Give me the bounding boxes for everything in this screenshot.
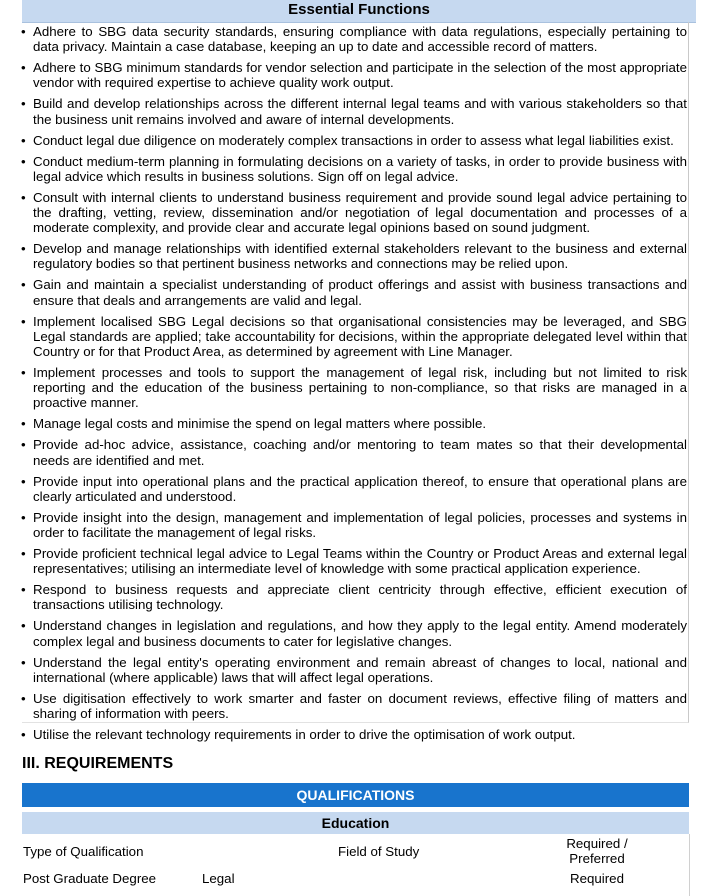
- education-table: [22, 834, 690, 896]
- list-item: • Conduct medium-term planning in formulating decisions on a variety of tasks, in order to provide business with legal advice which results in business solutions. Sign off on legal advice.: [21, 153, 687, 184]
- list-item: • Gain and maintain a specialist understanding of product offerings and assist with business transactions and ensure that deals and arrangements are valid and legal.: [21, 277, 687, 308]
- qualifications-header: QUALIFICATIONS: [22, 783, 689, 807]
- list-item: • Provide ad-hoc advice, assistance, coaching and/or mentoring to team mates so that their developmental needs are identified and met.: [21, 437, 687, 468]
- bullet-icon: •: [21, 277, 26, 293]
- list-item: • Implement localised SBG Legal decisions so that organisational consistencies may be leveraged, and SBG Legal standards are applied; take accountability for decisions, within the appropriate delegated level within that Country or for that Product Area, as determined by agreement with Line Manager.: [21, 313, 687, 360]
- list-item: • Adhere to SBG data security standards, ensuring compliance with data regulations, especially pertaining to data privacy. Maintain a case database, keeping an up to date and accessible record of matters.: [21, 24, 687, 55]
- bullet-icon: •: [21, 727, 26, 743]
- list-item: • Provide input into operational plans and the practical application thereof, to ensure that operational plans are clearly articulated and understood.: [21, 473, 687, 504]
- bullet-icon: •: [21, 546, 26, 562]
- bullet-icon: •: [21, 618, 26, 634]
- column-header-type: Type of Qualification: [23, 844, 144, 859]
- bullet-icon: •: [21, 473, 26, 489]
- bullet-icon: •: [21, 189, 26, 205]
- requirements-heading: III. REQUIREMENTS: [22, 755, 174, 772]
- bullet-icon: •: [21, 132, 26, 148]
- table-cell-type: Post Graduate Degree: [23, 871, 157, 886]
- list-item: • Manage legal costs and minimise the spend on legal matters where possible.: [21, 416, 487, 432]
- bullet-icon: •: [21, 24, 26, 39]
- list-item: • Understand changes in legislation and regulations, and how they apply to the legal entity. Amend moderately complex legal and business documents to cater for legislative changes.: [21, 618, 687, 649]
- education-header: Education: [22, 812, 689, 834]
- bullet-icon: •: [21, 582, 26, 598]
- bullet-icon: •: [21, 313, 26, 329]
- bullet-icon: •: [21, 690, 26, 706]
- bullet-icon: •: [21, 416, 26, 432]
- list-item: • Implement processes and tools to support the management of legal risk, including but not limited to risk reporting and the education of the business pertaining to non-compliance, so that risks are managed in a proactive manner.: [21, 365, 687, 411]
- list-item: • Adhere to SBG minimum standards for vendor selection and participate in the selection of the most appropriate vendor with required expertise to achieve quality work output.: [21, 60, 687, 91]
- bullet-icon: •: [21, 365, 26, 381]
- essential-functions-list: [22, 24, 687, 748]
- list-item: • Conduct legal due diligence on moderately complex transactions in order to assess what legal liabilities exist.: [21, 132, 674, 148]
- list-item: • Utilise the relevant technology requirements in order to drive the optimisation of work output.: [21, 727, 576, 743]
- bullet-icon: •: [21, 96, 26, 112]
- list-item: • Provide proficient technical legal advice to Legal Teams within the Country or Product Areas and external legal representatives; utilising an intermediate level of knowledge with some practical application experience.: [21, 546, 687, 577]
- list-item: • Respond to business requests and appreciate client centricity through effective, efficient execution of transactions utilising technology.: [21, 582, 687, 613]
- list-item: • Use digitisation effectively to work smarter and faster on document reviews, effective filing of matters and sharing of information with peers.: [21, 690, 687, 722]
- list-item: • Consult with internal clients to understand business requirement and provide sound legal advice pertaining to the drafting, vetting, review, dissemination and/or negotiation of legal documentation and processes of a moderate complexity, and provide clear and accurate legal opinions based on sound judgment.: [21, 189, 687, 236]
- table-cell-required: Required: [570, 871, 624, 886]
- bullet-icon: •: [21, 153, 26, 169]
- bullet-icon: •: [21, 509, 26, 525]
- list-item: • Build and develop relationships across the different internal legal teams and with various stakeholders so that the business unit remains involved and aware of internal developments.: [21, 96, 687, 127]
- column-header-field: Field of Study: [338, 844, 420, 859]
- table-cell-field: Legal: [202, 871, 235, 886]
- list-item: • Provide insight into the design, management and implementation of legal policies, processes and systems in order to facilitate the management of legal risks.: [21, 509, 687, 541]
- bullet-icon: •: [21, 60, 26, 76]
- column-header-required: Required / Preferred: [566, 836, 628, 866]
- bullet-icon: •: [21, 654, 26, 670]
- bullet-icon: •: [21, 437, 26, 453]
- list-item: • Develop and manage relationships with identified external stakeholders relevant to the business and external regulatory bodies so that pertinent business networks and connections may be relied upon.: [21, 241, 687, 272]
- bullet-icon: •: [21, 241, 26, 257]
- essential-functions-header: Essential Functions: [22, 0, 696, 23]
- list-item: • Understand the legal entity's operating environment and remain abreast of changes to local, national and international (where applicable) laws that will affect legal operations.: [21, 654, 687, 685]
